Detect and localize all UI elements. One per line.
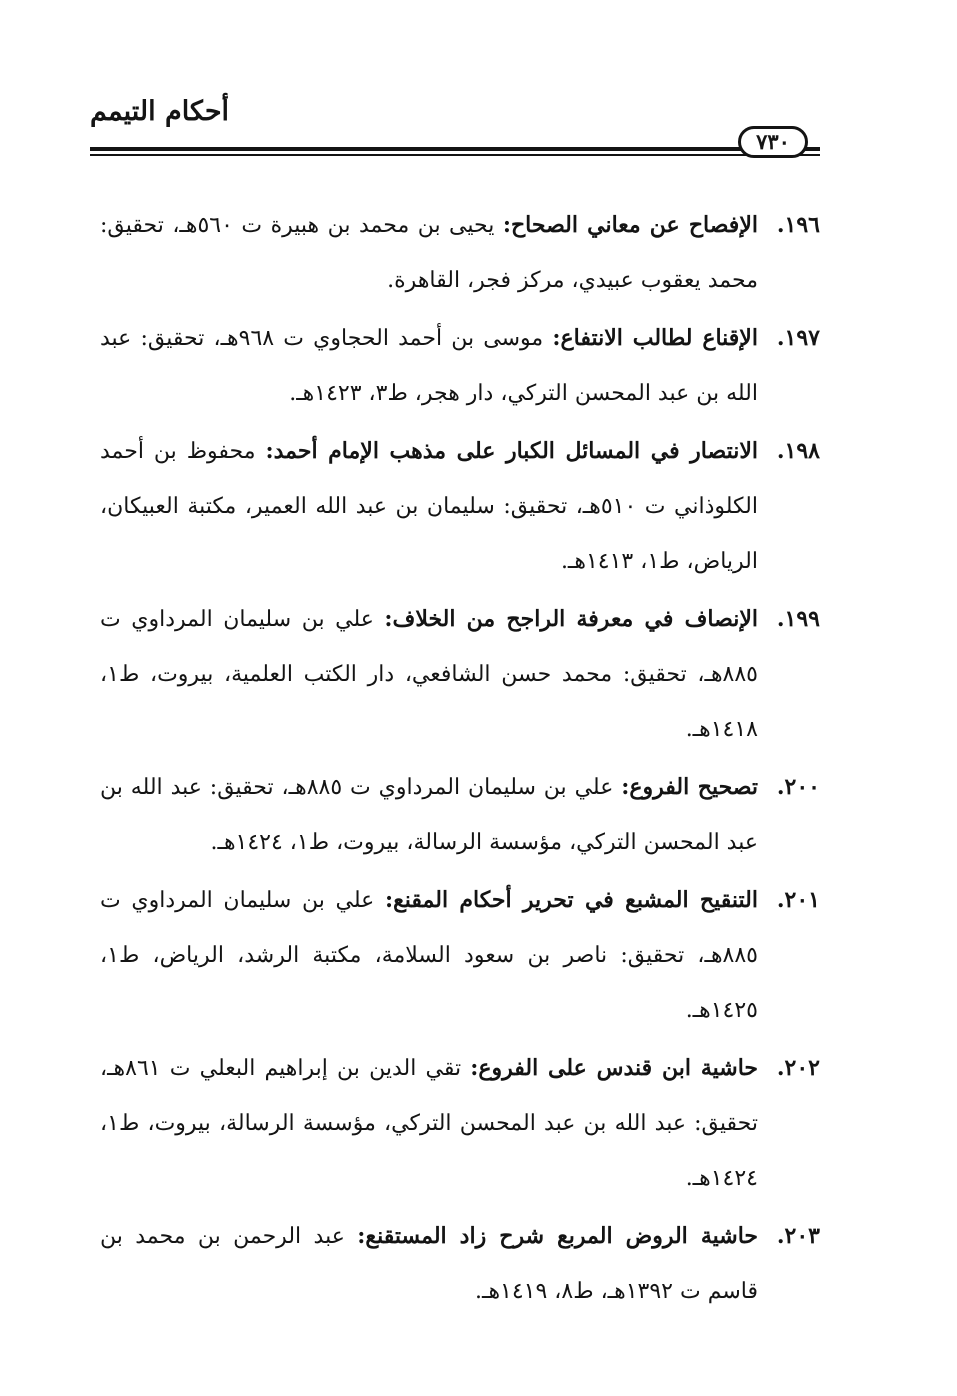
entry-number: ٢٠٣. [776,1223,820,1249]
entry-number: ١٩٦. [776,212,820,238]
header-rule-thin [90,154,820,156]
entry-number: ١٩٩. [776,606,820,632]
entry-number: ٢٠٢. [776,1055,820,1081]
entry-title: الإنصاف في معرفة الراجح من الخلاف: [384,606,758,632]
bibliography-entry [100,424,820,589]
entry-details: يحيى بن محمد بن هبيرة ت ٥٦٠هـ، تحقيق: محمد يعقوب عبيدي، مركز فجر، القاهرة. [100,213,758,293]
entry-details: علي بن سليمان المرداوي ت ٨٨٥هـ، تحقيق: ناصر بن سعود السلامة، مكتبة الرشد، الرياض، ط١، ١٤٢٥هـ. [100,888,758,1023]
entry-title: تصحيح الفروع: [621,774,758,800]
bibliography-entry [100,873,820,1038]
entry-details: علي بن سليمان المرداوي ت ٨٨٥هـ، تحقيق: عبد الله بن عبد المحسن التركي، مؤسسة الرسالة، بيروت، ط١، ١٤٢٤هـ. [100,775,758,855]
page-number-badge: ٧٣٠ [738,126,808,158]
bibliography-entry [100,592,820,757]
entry-details: علي بن سليمان المرداوي ت ٨٨٥هـ، تحقيق: محمد حسن الشافعي، دار الكتب العلمية، بيروت، ط١، ١٤١٨هـ. [100,607,758,742]
entry-number: ١٩٨. [776,438,820,464]
bibliography-list [100,198,820,1322]
bibliography-entry [100,1209,820,1319]
entry-number: ١٩٧. [776,325,820,351]
entry-title: حاشية الروض المربع شرح زاد المستقنع: [357,1223,758,1249]
entry-title: الإفصاح عن معاني الصحاح: [502,212,758,238]
header-rule-thick [90,147,820,151]
entry-details: تقي الدين بن إبراهيم البعلي ت ٨٦١هـ، تحقيق: عبد الله بن عبد المحسن التركي، مؤسسة الرسالة، بيروت، ط١، ١٤٢٤هـ. [100,1056,758,1191]
entry-number: ٢٠٠. [776,774,820,800]
entry-title: الإقناع لطالب الانتفاع: [552,325,758,351]
bibliography-entry [100,760,820,870]
entry-details: محفوظ بن أحمد الكلوذاني ت ٥١٠هـ، تحقيق: سليمان بن عبد الله العمير، مكتبة العبيكان، الرياض، ط١، ١٤١٣هـ. [100,439,758,574]
bibliography-entry [100,198,820,308]
entry-details: عبد الرحمن بن محمد بن قاسم ت ١٣٩٢هـ، ط٨، ١٤١٩هـ. [100,1224,758,1304]
entry-title: الانتصار في المسائل الكبار على مذهب الإمام أحمد: [265,438,758,464]
entry-title: التنقيح المشبع في تحرير أحكام المقنع: [384,887,758,913]
running-title: أحكام التيمم [90,96,230,127]
entry-title: حاشية ابن قندس على الفروع: [470,1055,758,1081]
entry-number: ٢٠١. [776,887,820,913]
entry-details: موسى بن أحمد الحجاوي ت ٩٦٨هـ، تحقيق: عبد الله بن عبد المحسن التركي، دار هجر، ط٣، ١٤٢٣هـ. [100,326,758,406]
bibliography-entry [100,1041,820,1206]
bibliography-entry [100,311,820,421]
page-header [90,96,820,166]
